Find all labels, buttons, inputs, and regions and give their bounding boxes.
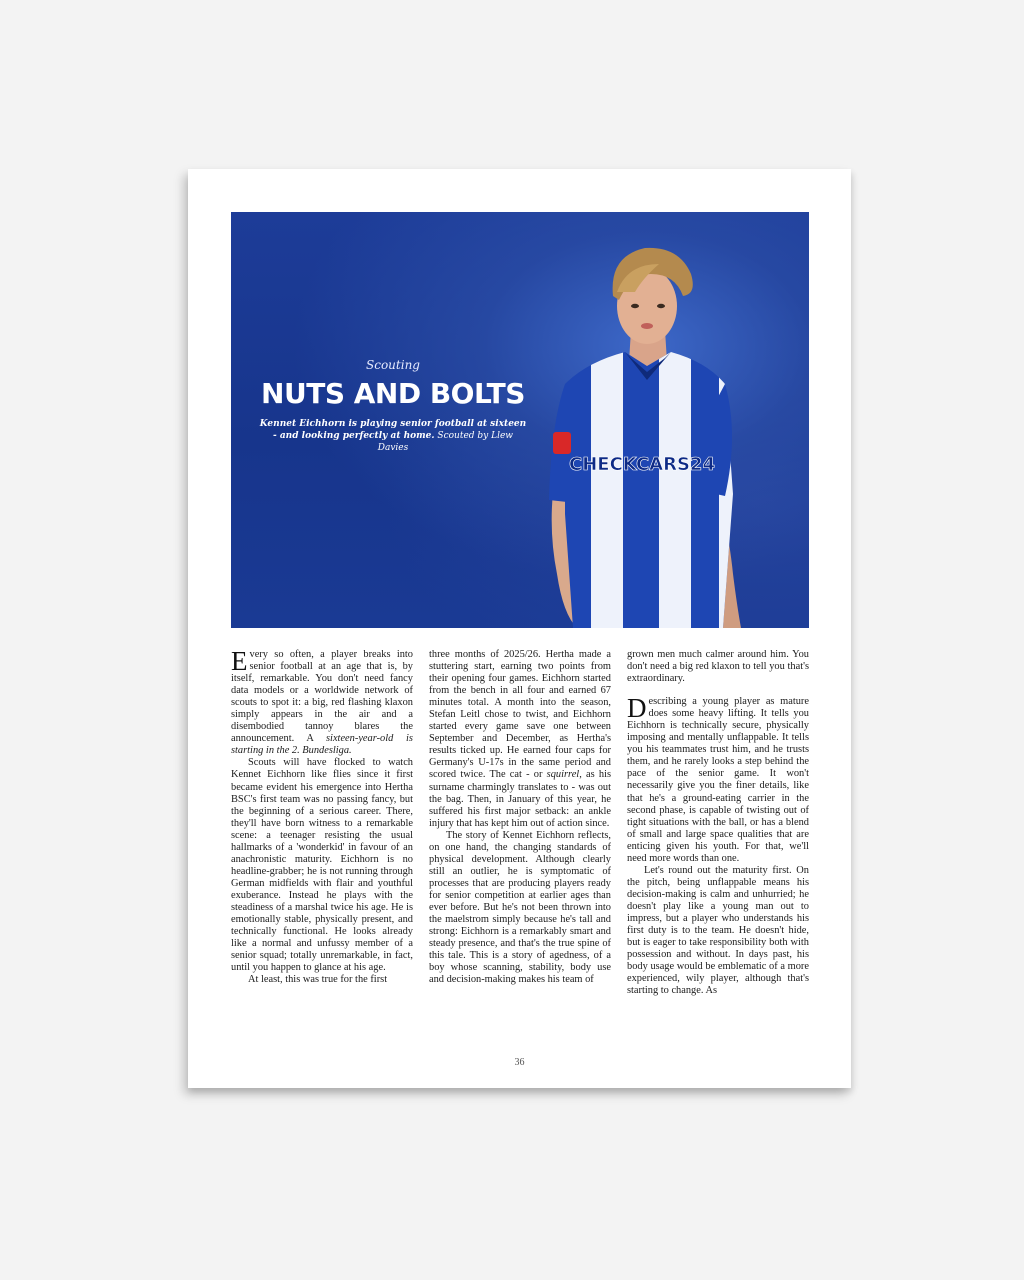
hero-text-block [259, 358, 527, 454]
page-number: 36 [514, 1057, 525, 1068]
article-headline: NUTS AND BOLTS [261, 377, 525, 410]
paragraph [231, 646, 413, 757]
byline: Scouted by Llew Davies [377, 431, 513, 453]
column-3 [627, 649, 809, 997]
drop-cap: E [231, 646, 248, 676]
player-photo [547, 234, 747, 628]
drop-cap: D [627, 693, 647, 724]
paragraph: The story of Kennet Eichhorn reflects, on one hand, the changing standards of physical development. Although clearly still an outlier, he is symptomatic of processes that are producing players ready for senior competition at earlier ages than ever before. But he's not been thrown into the maelstrom simply because he's tall and strong: Eichhorn is a remarkably smart and steady presence, and that's the true spine of this tale. This is a story of agedness, of a boy whose scanning, stability, body use and decision-making makes his team of [429, 829, 611, 986]
hero-banner [231, 212, 809, 628]
standfirst-text: Kennet Eichhorn is playing senior football at sixteen - and looking perfectly at home. [259, 419, 527, 441]
standfirst [259, 418, 527, 454]
paragraph-text: three months of 2025/26. Hertha made a stuttering start, earning two points from their opening four games. Eichhorn started from the bench in all four and earned 67 minutes total. A month into the season, Stefan Leitl chose to twist, and Eichhorn started every game save one between September and December, as Hertha's results ticked up. He earned four caps for Germany's U-17s in the same period and scored twice. The cat - or [429, 649, 611, 781]
paragraph [627, 693, 809, 865]
paragraph [429, 649, 611, 830]
paragraph-italic: sixteen-year-old is starting in the 2. Bundesliga. [231, 733, 413, 757]
article-body [231, 646, 809, 1039]
paragraph: Scouts will have flocked to watch Kennet Eichhorn like flies since it first became evident his emergence into Hertha BSC's first team was no passing fancy, but the beginning of a serious career. There, they'll have born witness to a remarkable scene: a teenager resisting the usual hallmarks of a 'wonderkid' in favour of an anachronistic maturity. Eichhorn is no headline-grabber; he is not running through German midfields with flair and youthful exuberance. Instead he plays with the steadiness of a marshal twice his age. He is emotionally stable, physically present, and technically functional. He looks already like a normal and unfussy member of a senior squad; totally unremarkable, in fact, until you happen to glance at his age. [231, 757, 413, 974]
shirt-sponsor-text: CHECKCARS24 [569, 454, 715, 475]
column-2 [429, 649, 611, 986]
paragraph: Let's round out the maturity first. On the pitch, being unflappable means his decision-making is calm and unhurried; he doesn't play like a young man out to impress, but a player who understands his first duty is to the team. He doesn't hide, but is eager to take responsibility both with possession and without. In days past, his body usage would be emblematic of a more experienced, wily player, although that's starting to change. As [627, 864, 809, 997]
paragraph-text: escribing a young player as mature does some heavy lifting. It tells you Eichhorn is technically secure, physically imposing and mentally unflappable. It tells you his teammates trust him, and he trusts them, and he rarely looks a step behind the pace of the senior game. It won't necessarily give you the finer details, like that he's a ground-eating carrier in the second phase, is capable of twisting out of tight situations with the ball, or has a blend of small and large space qualities that are enticing given his youth. For that, we'll need more words than one. [627, 696, 809, 864]
paragraph: At least, this was true for the first [248, 974, 388, 986]
paragraph-italic: squirrel [546, 769, 580, 781]
column-1 [231, 646, 413, 986]
paragraph-text: very so often, a player breaks into senior football at an age that is, by itself, remarkable. You don't need fancy data models or a worldwide network of scouts to spot it: a big, red flashing klaxon simply appears in the air and a disembodied tannoy blares the announcement. A [231, 649, 413, 745]
league-patch-icon [553, 432, 571, 454]
paragraph-text: , as his surname charmingly translates to - was out the bag. Then, in January of this year, he suffered his first major setback: an ankle injury that has kept him out of action since. [429, 769, 612, 829]
section-kicker: Scouting [366, 358, 420, 372]
magazine-page [188, 169, 851, 1088]
paragraph: grown men much calmer around him. You don't need a big red klaxon to tell you that's extraordinary. [627, 649, 809, 685]
